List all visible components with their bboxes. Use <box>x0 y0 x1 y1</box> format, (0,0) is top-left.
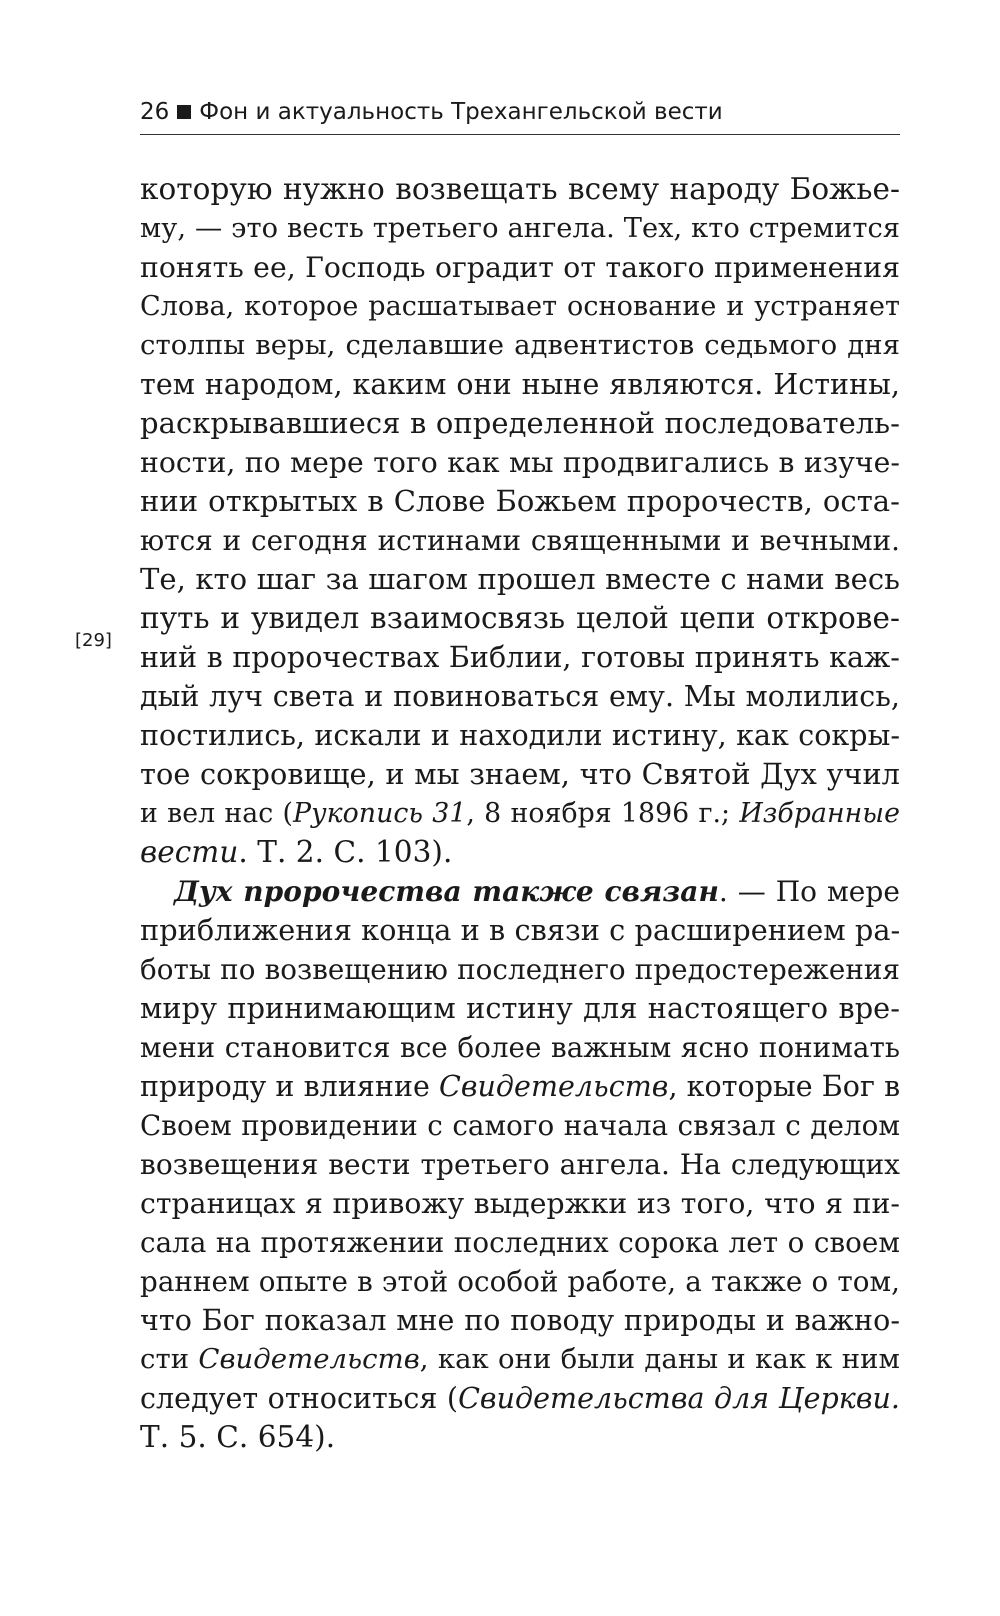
citation-title: Свидетельств <box>198 1343 420 1375</box>
text-line: путь и увидел взаимосвязь целой цепи открове- <box>140 601 900 635</box>
body-text <box>140 170 900 1457</box>
text-line: что Бог показал мне по поводу природы и важно- <box>140 1304 900 1337</box>
section-heading: Дух пророчества также связан <box>174 875 719 908</box>
citation-title: Свидетельств <box>439 1070 669 1103</box>
text-line: Своем провидении с самого начала связал с делом <box>140 1109 900 1142</box>
text-line: сти Свидетельств, как они были даны и как к ним <box>140 1343 900 1375</box>
citation-title: Свидетельства для Церкви. <box>458 1382 900 1415</box>
text-line: столпы веры, сделавшие адвентистов седьмого дня <box>140 329 900 361</box>
text-line: раскрывавшиеся в определенной последователь- <box>140 406 900 440</box>
text-line: сала на протяжении последних сорока лет о своем <box>140 1226 900 1259</box>
text-line: Т. 5. С. 654). <box>140 1420 336 1454</box>
citation-title: Рукопись 31 <box>293 798 467 829</box>
text-line: приближения конца и в связи с расширением ра- <box>140 913 901 947</box>
page-number: 26 <box>140 98 170 125</box>
margin-page-reference: [29] <box>75 630 112 651</box>
square-bullet-icon <box>177 105 191 119</box>
text-line: ний в пророчествах Библии, готовы принять каж- <box>140 641 900 674</box>
text-line: и вел нас (Рукопись 31, 8 ноября 1896 г.; Избранные <box>140 798 900 829</box>
text-line: дый луч света и повиноваться ему. Мы молились, <box>140 680 900 713</box>
citation-title: Избранные <box>739 798 900 829</box>
text-line: му, — это весть третьего ангела. Тех, кто стремится <box>140 213 900 244</box>
text-line: раннем опыте в этой особой работе, а также о том, <box>140 1265 900 1298</box>
text-line: нии открытых в Слове Божьем пророчеств, оста- <box>140 484 900 518</box>
citation-title: вести <box>140 835 239 869</box>
text-line: мени становится все более важным ясно понимать <box>140 1031 900 1064</box>
text-line: следует относиться (Свидетельства для Церкви. <box>140 1382 900 1415</box>
text-line: возвещения вести третьего ангела. На следующих <box>140 1148 900 1181</box>
text-line: вести. Т. 2. С. 103). <box>140 835 453 869</box>
text-line: природу и влияние Свидетельств, которые Бог в <box>140 1070 901 1103</box>
text-line: тем народом, каким они ныне являются. Истины, <box>140 368 900 401</box>
running-header <box>140 95 900 135</box>
text-line: постились, искали и находили истину, как сокры- <box>140 719 900 752</box>
header-title: Фон и актуальность Трехангельской вести <box>199 98 723 125</box>
text-line: миру принимающим истину для настоящего вре- <box>140 991 900 1025</box>
text-line: понять ее, Господь оградит от такого применения <box>140 251 900 284</box>
text-line: тое сокровище, и мы знаем, что Святой Дух учил <box>140 757 900 791</box>
text-line: боты по возвещению последнего предостережения <box>140 953 900 986</box>
text-line: страницах я привожу выдержки из того, что я пи- <box>140 1187 900 1220</box>
text-line: ются и сегодня истинами священными и вечными. <box>140 524 900 557</box>
text-line: Слова, которое расшатывает основание и устраняет <box>140 291 900 322</box>
text-line: Те, кто шаг за шагом прошел вместе с нами весь <box>140 562 900 596</box>
text-line: которую нужно возвещать всему народу Божье- <box>140 172 900 206</box>
text-line: ности, по мере того как мы продвигались в изуче- <box>140 446 900 479</box>
section-heading-line: Дух пророчества также связан. — По мере <box>174 875 900 908</box>
